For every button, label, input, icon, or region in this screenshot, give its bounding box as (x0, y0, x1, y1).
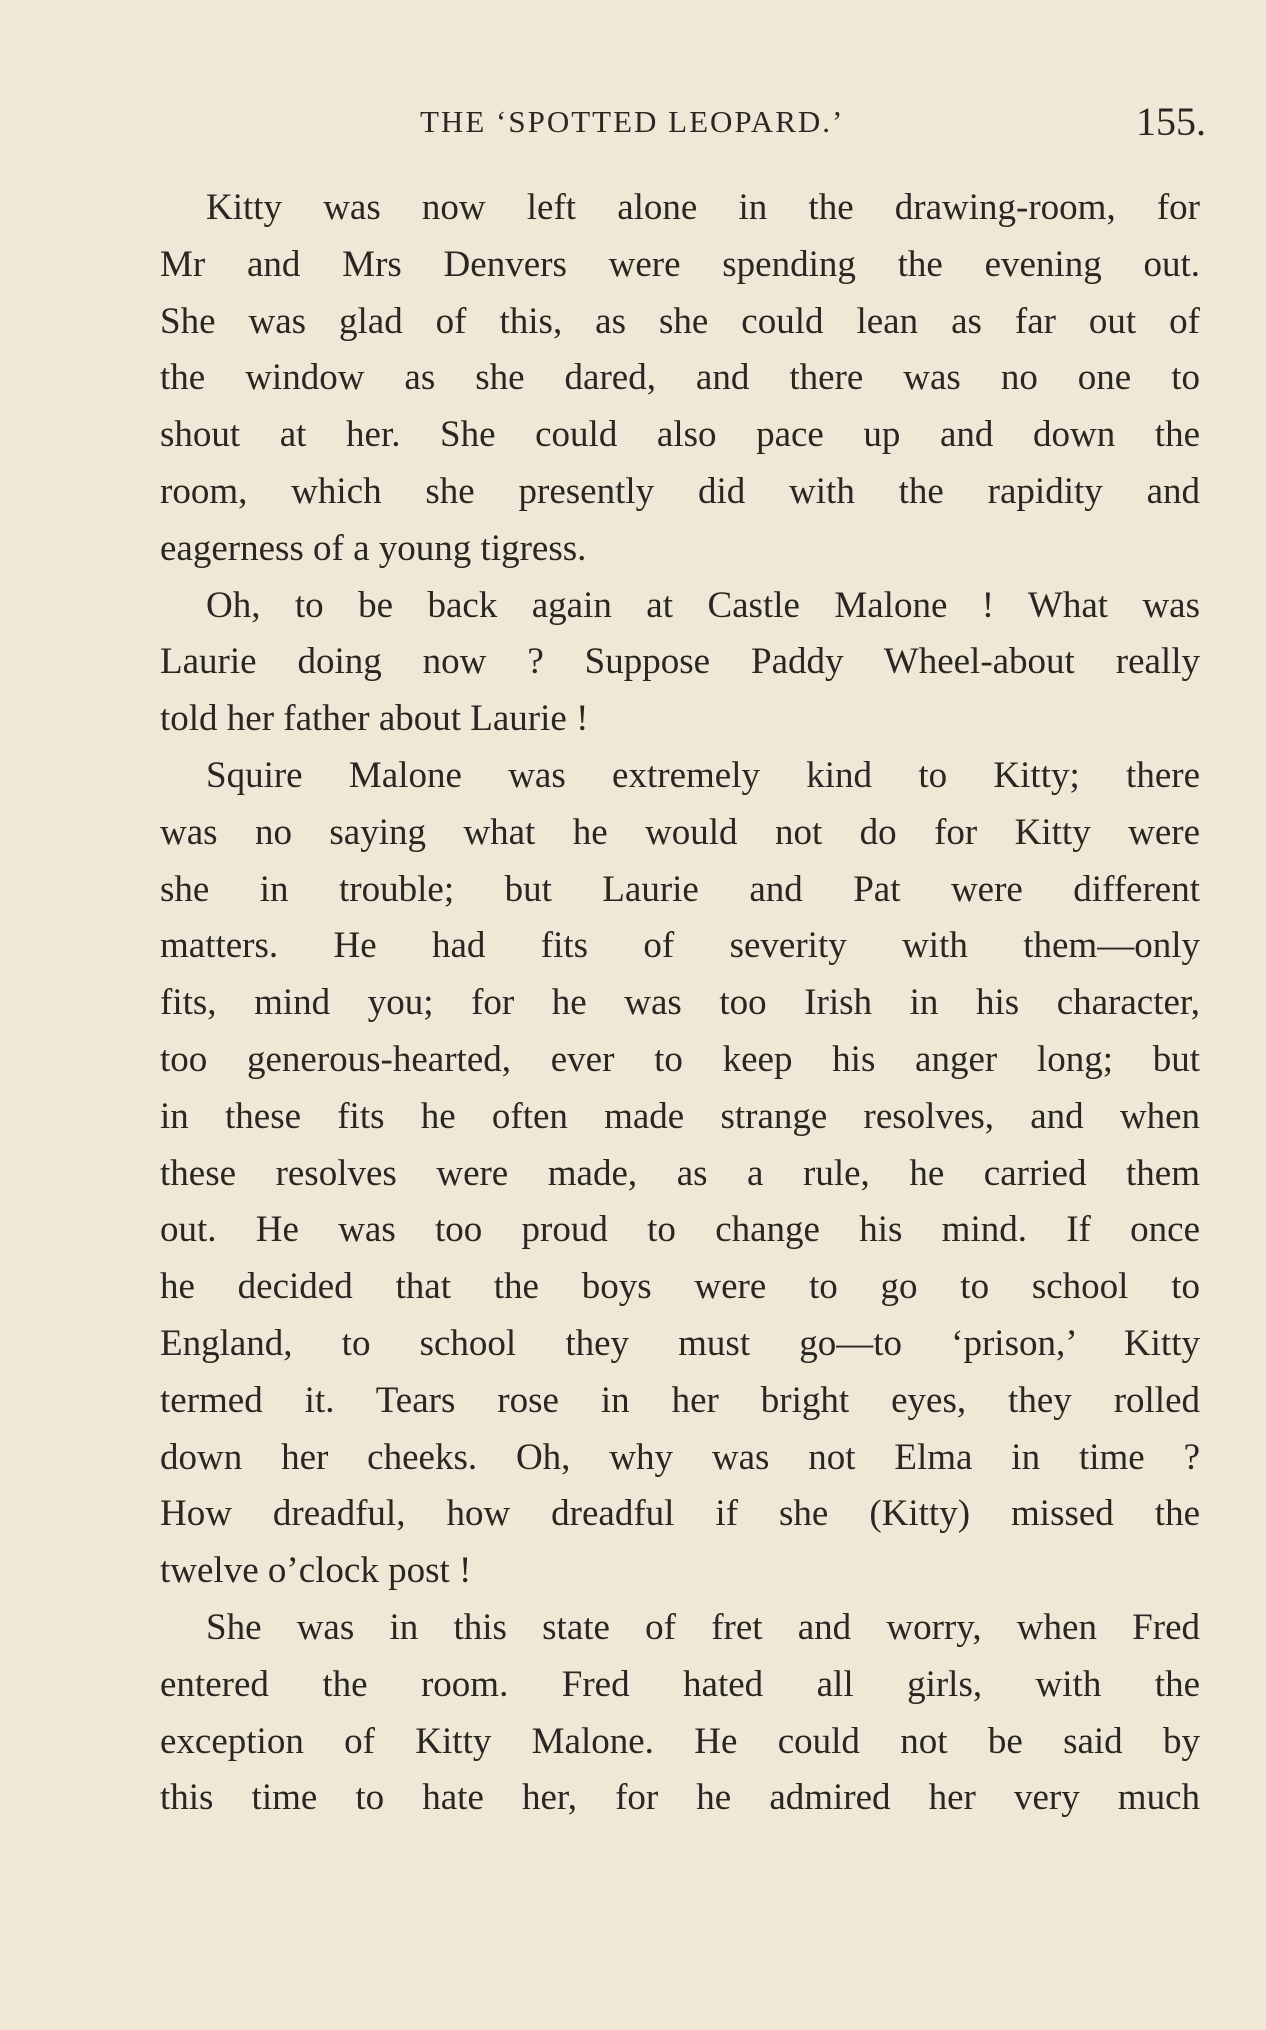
running-title: THE ‘SPOTTED LEOPARD.’ (420, 104, 845, 139)
text-line: Kitty was now left alone in the drawing-room, for (206, 187, 1200, 228)
text-line: this time to hate her, for he admired her very much (160, 1777, 1200, 1819)
paragraph (160, 748, 1200, 1600)
text-line: was no saying what he would not do for Kitty were (160, 811, 1200, 853)
text-line: entered the room. Fred hated all girls, with the (160, 1663, 1200, 1705)
text-line: Laurie doing now ? Suppose Paddy Wheel-about really (160, 641, 1200, 683)
text-line: termed it. Tears rose in her bright eyes, they rolled (160, 1379, 1200, 1421)
text-line: these resolves were made, as a rule, he carried them (160, 1152, 1200, 1194)
running-head (0, 98, 1266, 146)
text-line: she in trouble; but Laurie and Pat were different (160, 868, 1200, 910)
text-line: How dreadful, how dreadful if she (Kitty) missed the (160, 1493, 1200, 1535)
text-line: in these fits he often made strange resolves, and when (160, 1095, 1200, 1137)
text-line: England, to school they must go—to ‘prison,’ Kitty (160, 1322, 1200, 1364)
text-line: eagerness of a young tigress. (160, 527, 587, 569)
text-line: he decided that the boys were to go to school to (160, 1266, 1200, 1308)
text-line: matters. He had fits of severity with them—only (160, 925, 1200, 967)
text-line: shout at her. She could also pace up and down the (160, 414, 1200, 456)
text-line: down her cheeks. Oh, why was not Elma in time ? (160, 1436, 1200, 1478)
text-line: Mr and Mrs Denvers were spending the evening out. (160, 243, 1200, 285)
body-text (160, 180, 1200, 1827)
text-line: She was glad of this, as she could lean as far out of (160, 300, 1200, 342)
text-line: exception of Kitty Malone. He could not be said by (160, 1720, 1200, 1762)
text-line: She was in this state of fret and worry, when Fred (206, 1606, 1200, 1648)
text-line: the window as she dared, and there was no one to (160, 357, 1200, 399)
text-line: Squire Malone was extremely kind to Kitty; there (206, 754, 1200, 796)
text-line: told her father about Laurie ! (160, 698, 589, 740)
text-line: twelve o’clock post ! (160, 1550, 472, 1592)
text-line: out. He was too proud to change his mind. If once (160, 1209, 1200, 1251)
text-line: room, which she presently did with the rapidity and (160, 470, 1200, 512)
page-number: 155. (1136, 99, 1206, 144)
text-line: Oh, to be back again at Castle Malone ! What was (206, 584, 1200, 626)
paragraph (160, 180, 1200, 578)
paragraph (160, 578, 1200, 748)
text-line: too generous-hearted, ever to keep his anger long; but (160, 1038, 1200, 1080)
paragraph (160, 1600, 1200, 1827)
text-line: fits, mind you; for he was too Irish in his character, (160, 982, 1200, 1024)
